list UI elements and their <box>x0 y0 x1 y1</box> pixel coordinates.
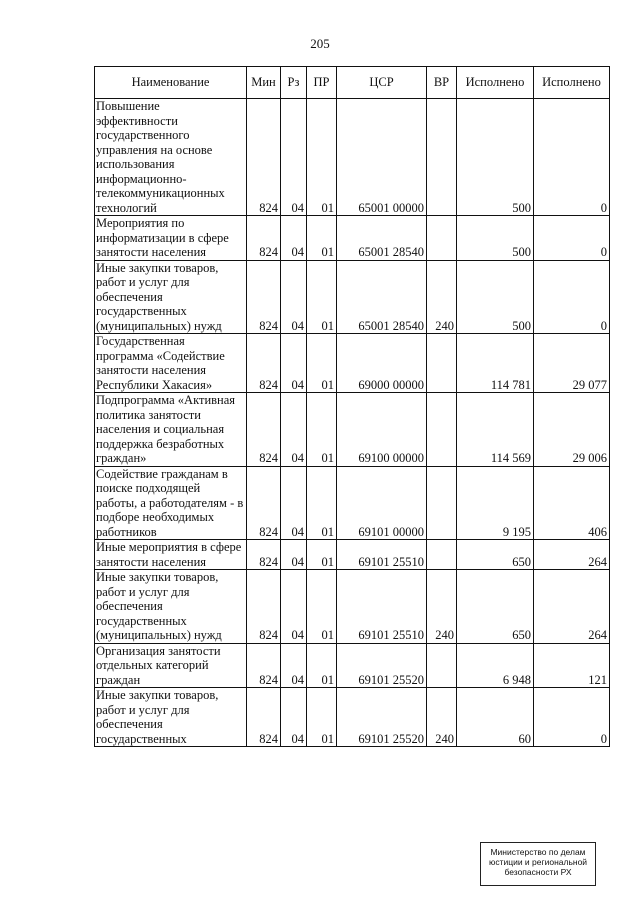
row-pr: 01 <box>307 466 337 540</box>
row-min: 824 <box>247 688 281 747</box>
row-pr: 01 <box>307 260 337 334</box>
row-csr: 69100 00000 <box>337 393 427 467</box>
row-ispolneno-1: 650 <box>457 540 534 570</box>
row-csr: 69101 25520 <box>337 643 427 688</box>
stamp-line: Министерство по делам <box>490 847 586 857</box>
row-pr: 01 <box>307 570 337 644</box>
row-pr: 01 <box>307 334 337 393</box>
ministry-stamp <box>480 842 596 886</box>
row-name: Иные мероприятия в сфере занятости населения <box>95 540 247 570</box>
row-pr: 01 <box>307 393 337 467</box>
stamp-line: безопасности РХ <box>504 867 572 877</box>
row-name: Государственная программа «Содействие занятости населения Республики Хакасия» <box>95 334 247 393</box>
table-row <box>95 334 610 393</box>
header-csr: ЦСР <box>337 67 427 99</box>
row-rz: 04 <box>281 643 307 688</box>
page-number: 205 <box>310 36 330 51</box>
row-ispolneno-1: 114 569 <box>457 393 534 467</box>
row-rz: 04 <box>281 466 307 540</box>
table-row <box>95 688 610 747</box>
table-header-row <box>95 67 610 99</box>
row-csr: 69000 00000 <box>337 334 427 393</box>
row-name: Мероприятия по информатизации в сфере занятости населения <box>95 216 247 261</box>
table-row <box>95 540 610 570</box>
row-min: 824 <box>247 466 281 540</box>
row-min: 824 <box>247 216 281 261</box>
table-row <box>95 216 610 261</box>
table-row <box>95 260 610 334</box>
row-ispolneno-1: 500 <box>457 260 534 334</box>
row-pr: 01 <box>307 540 337 570</box>
header-name: Наименование <box>95 67 247 99</box>
header-vr: ВР <box>427 67 457 99</box>
row-rz: 04 <box>281 216 307 261</box>
row-name: Иные закупки товаров, работ и услуг для обеспечения государственных (муниципальных) нужд <box>95 570 247 644</box>
row-name: Подпрограмма «Активная политика занятости населения и социальная поддержка безработных граждан» <box>95 393 247 467</box>
row-name: Иные закупки товаров, работ и услуг для обеспечения государственных (муниципальных) нужд <box>95 260 247 334</box>
row-ispolneno-2: 121 <box>534 643 610 688</box>
row-min: 824 <box>247 393 281 467</box>
row-ispolneno-1: 650 <box>457 570 534 644</box>
row-ispolneno-1: 6 948 <box>457 643 534 688</box>
row-vr <box>427 216 457 261</box>
row-vr <box>427 393 457 467</box>
row-ispolneno-2: 0 <box>534 216 610 261</box>
row-csr: 65001 28540 <box>337 260 427 334</box>
row-rz: 04 <box>281 570 307 644</box>
row-ispolneno-2: 406 <box>534 466 610 540</box>
row-min: 824 <box>247 643 281 688</box>
table-row <box>95 643 610 688</box>
row-name: Повышение эффективности государственного управления на основе использования информационно-телекоммуникационных технологий <box>95 99 247 216</box>
row-name: Содействие гражданам в поиске подходящей работы, а работодателям - в подборе необходимых работников <box>95 466 247 540</box>
row-rz: 04 <box>281 334 307 393</box>
row-vr: 240 <box>427 260 457 334</box>
stamp-line: юстиции и региональной <box>488 857 588 867</box>
row-ispolneno-1: 500 <box>457 99 534 216</box>
row-csr: 69101 00000 <box>337 466 427 540</box>
row-ispolneno-1: 60 <box>457 688 534 747</box>
row-name: Иные закупки товаров, работ и услуг для обеспечения государственных <box>95 688 247 747</box>
row-vr <box>427 99 457 216</box>
row-rz: 04 <box>281 99 307 216</box>
row-ispolneno-1: 9 195 <box>457 466 534 540</box>
header-ispolneno-2: Исполнено <box>534 67 610 99</box>
row-vr <box>427 334 457 393</box>
row-ispolneno-2: 0 <box>534 99 610 216</box>
table-row <box>95 393 610 467</box>
header-rz: Рз <box>281 67 307 99</box>
row-ispolneno-2: 29 077 <box>534 334 610 393</box>
row-ispolneno-1: 500 <box>457 216 534 261</box>
row-csr: 69101 25510 <box>337 540 427 570</box>
row-vr <box>427 643 457 688</box>
row-name: Организация занятости отдельных категорий граждан <box>95 643 247 688</box>
row-min: 824 <box>247 260 281 334</box>
header-pr: ПР <box>307 67 337 99</box>
row-pr: 01 <box>307 216 337 261</box>
row-ispolneno-2: 264 <box>534 540 610 570</box>
row-rz: 04 <box>281 540 307 570</box>
row-ispolneno-2: 29 006 <box>534 393 610 467</box>
row-vr <box>427 466 457 540</box>
table-row <box>95 466 610 540</box>
row-csr: 69101 25510 <box>337 570 427 644</box>
row-vr: 240 <box>427 688 457 747</box>
row-ispolneno-2: 264 <box>534 570 610 644</box>
row-ispolneno-2: 0 <box>534 688 610 747</box>
budget-table <box>94 66 610 747</box>
row-csr: 65001 28540 <box>337 216 427 261</box>
row-rz: 04 <box>281 260 307 334</box>
header-ispolneno-1: Исполнено <box>457 67 534 99</box>
row-min: 824 <box>247 334 281 393</box>
row-rz: 04 <box>281 393 307 467</box>
table-row <box>95 570 610 644</box>
row-min: 824 <box>247 540 281 570</box>
row-vr: 240 <box>427 570 457 644</box>
row-min: 824 <box>247 99 281 216</box>
table-row <box>95 99 610 216</box>
row-pr: 01 <box>307 688 337 747</box>
row-rz: 04 <box>281 688 307 747</box>
row-ispolneno-1: 114 781 <box>457 334 534 393</box>
header-min: Мин <box>247 67 281 99</box>
row-pr: 01 <box>307 99 337 216</box>
row-csr: 65001 00000 <box>337 99 427 216</box>
row-min: 824 <box>247 570 281 644</box>
row-vr <box>427 540 457 570</box>
row-pr: 01 <box>307 643 337 688</box>
row-csr: 69101 25520 <box>337 688 427 747</box>
row-ispolneno-2: 0 <box>534 260 610 334</box>
